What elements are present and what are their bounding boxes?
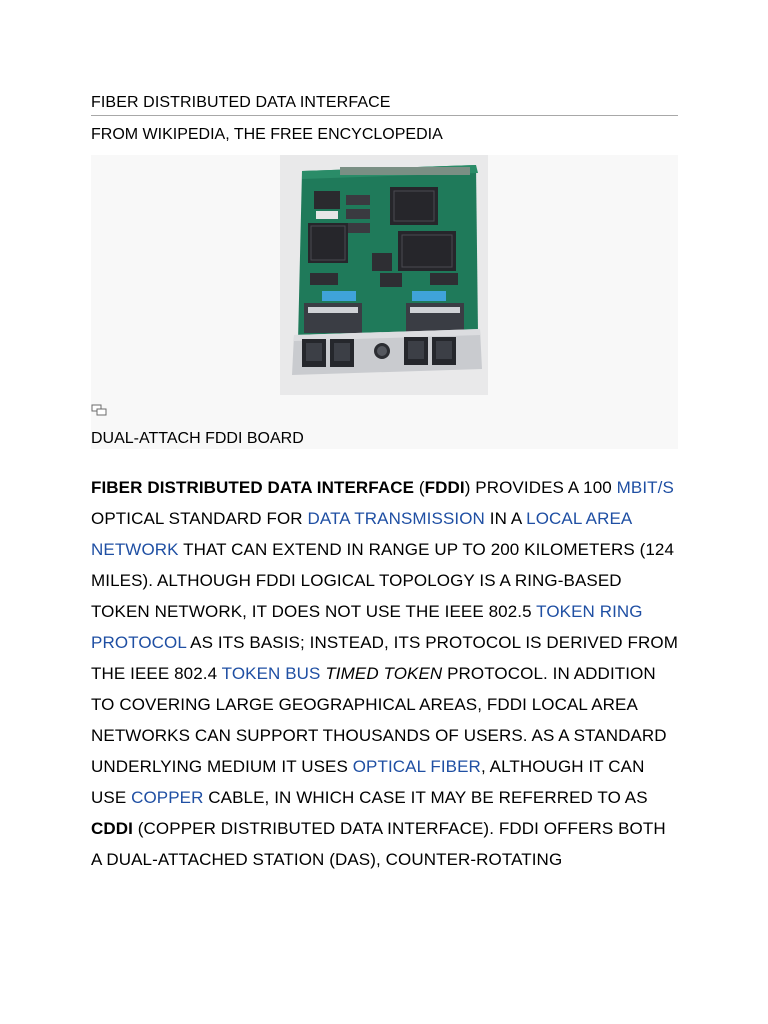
body-text-run: AS ITS BASIS; INSTEAD, ITS PROTOCOL IS DERIVED FROM THE IEEE 802.4 [91,633,678,683]
body-text-run: ) PROVIDES A 100 [464,478,617,497]
body-text-run: , ALTHOUGH IT CAN USE [91,757,645,807]
body-text-run: IN A [484,509,527,528]
body-text-run: CABLE, IN WHICH CASE IT MAY BE REFERRED TO AS [203,788,648,807]
body-text-run: ( [414,478,425,497]
enlarge-icon[interactable] [91,404,107,416]
article [91,93,678,875]
body-text-run: OPTICAL STANDARD FOR [91,509,308,528]
term-cddi: CDDI [91,819,133,838]
link-token-bus[interactable]: TOKEN BUS [221,664,321,683]
article-title: FIBER DISTRIBUTED DATA INTERFACE [91,93,678,116]
body-text-run: PROTOCOL. IN ADDITION TO COVERING LARGE GEOGRAPHICAL AREAS, FDDI LOCAL AREA NETWORKS CAN SUPPORT THOUSANDS OF USERS. AS A STANDARD UNDERLYING MEDIUM IT USES [91,664,667,776]
link-token-ring-protocol[interactable]: TOKEN RING PROTOCOL [91,602,643,652]
term-fddi: FIBER DISTRIBUTED DATA INTERFACE [91,478,415,497]
body-text-run: THAT CAN EXTEND IN RANGE UP TO 200 KILOMETERS (124 MILES). ALTHOUGH FDDI LOGICAL TOPOLOGY IS A RING-BASED TOKEN NETWORK, IT DOES NOT USE THE IEEE 802.5 [91,540,675,621]
link-mbits[interactable]: MBIT/S [616,478,674,497]
link-optical-fiber[interactable]: OPTICAL FIBER [352,757,481,776]
figure [91,155,678,449]
article-body [91,472,678,875]
term-timed-token: TIMED TOKEN [325,664,443,683]
link-data-transmission[interactable]: DATA TRANSMISSION [307,509,485,528]
term-fddi-abbr: FDDI [424,478,465,497]
article-subtitle: FROM WIKIPEDIA, THE FREE ENCYCLOPEDIA [91,126,443,143]
fddi-board-photo[interactable] [280,155,488,395]
link-copper[interactable]: COPPER [131,788,204,807]
body-text-run: (COPPER DISTRIBUTED DATA INTERFACE). FDDI OFFERS BOTH A DUAL-ATTACHED STATION (DAS), COUNTER-ROTATING [91,819,666,869]
link-local-area-network[interactable]: LOCAL AREA NETWORK [91,509,632,559]
figure-caption: DUAL-ATTACH FDDI BOARD [91,430,304,447]
